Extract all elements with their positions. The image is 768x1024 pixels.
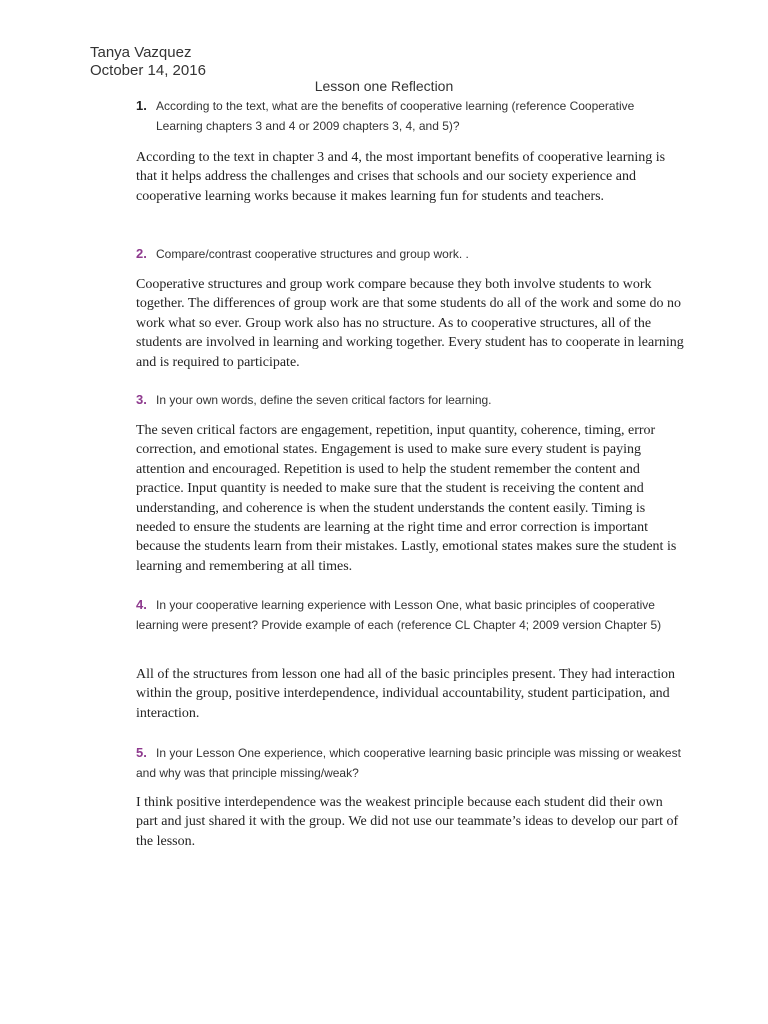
answer-1: According to the text in chapter 3 and 4, the most important benefits of cooperative learning is that it helps address the challenges and crises that schools and our society experience and cooperative learning works because it makes learning fun for students and teachers. xyxy=(136,150,666,204)
question-2 xyxy=(136,244,684,264)
question-prompt: In your cooperative learning experience with Lesson One, what basic principles of cooperative learning were present? Provide example of each (reference CL Chapter 4; 2009 version Chapter 5) xyxy=(136,598,662,632)
question-prompt: In your Lesson One experience, which cooperative learning basic principle was missing or weakest and why was that principle missing/weak? xyxy=(136,746,681,780)
question-number: 2. xyxy=(136,246,147,261)
document-title: Lesson one Reflection xyxy=(314,78,454,94)
question-number: 1. xyxy=(136,98,147,113)
question-4 xyxy=(136,595,684,635)
question-number: 3. xyxy=(136,392,147,407)
answer-3: The seven critical factors are engagement, repetition, input quantity, coherence, timing, error correction, and emotional states. Engagement is used to make sure every student is paying attention and encouraged. Repetition is used to help the student remember the content and practice. Input quantity is needed to make sure that the student is receiving the content and understanding, and coherence is when the student understands the content easily. Timing is needed to ensure the students are learning at the right time and error correction is important because the students learn from their mistakes. Lastly, emotional states makes sure the student is learning and remembering at all times. xyxy=(136,423,677,574)
question-3 xyxy=(136,390,684,410)
question-5 xyxy=(136,743,684,783)
question-prompt: Compare/contrast cooperative structures and group work. . xyxy=(156,247,469,261)
question-prompt: According to the text, what are the benefits of cooperative learning (reference Cooperative Learning chapters 3 and 4 or 2009 chapters 3, 4, and 5)? xyxy=(156,99,635,133)
author-name: Tanya Vazquez xyxy=(90,44,192,61)
question-number: 4. xyxy=(136,597,147,612)
document-date: October 14, 2016 xyxy=(90,62,206,79)
answer-5: I think positive interdependence was the weakest principle because each student did their own part and just shared it with the group. We did not use our teammate’s ideas to develop our part of the lesson. xyxy=(136,795,679,849)
answer-4: All of the structures from lesson one had all of the basic principles present. They had interaction within the group, positive interdependence, individual accountability, student participation, and interaction. xyxy=(136,667,675,721)
question-1 xyxy=(136,96,684,136)
question-number: 5. xyxy=(136,745,147,760)
answer-2: Cooperative structures and group work compare because they both involve students to work together. The differences of group work are that some students do all of the work and some do no work what so ever. Group work also has no structure. As to cooperative structures, all of the students are involved in learning and working together. Every student has to cooperate in learning and is required to participate. xyxy=(136,277,684,370)
question-prompt: In your own words, define the seven critical factors for learning. xyxy=(156,393,492,407)
